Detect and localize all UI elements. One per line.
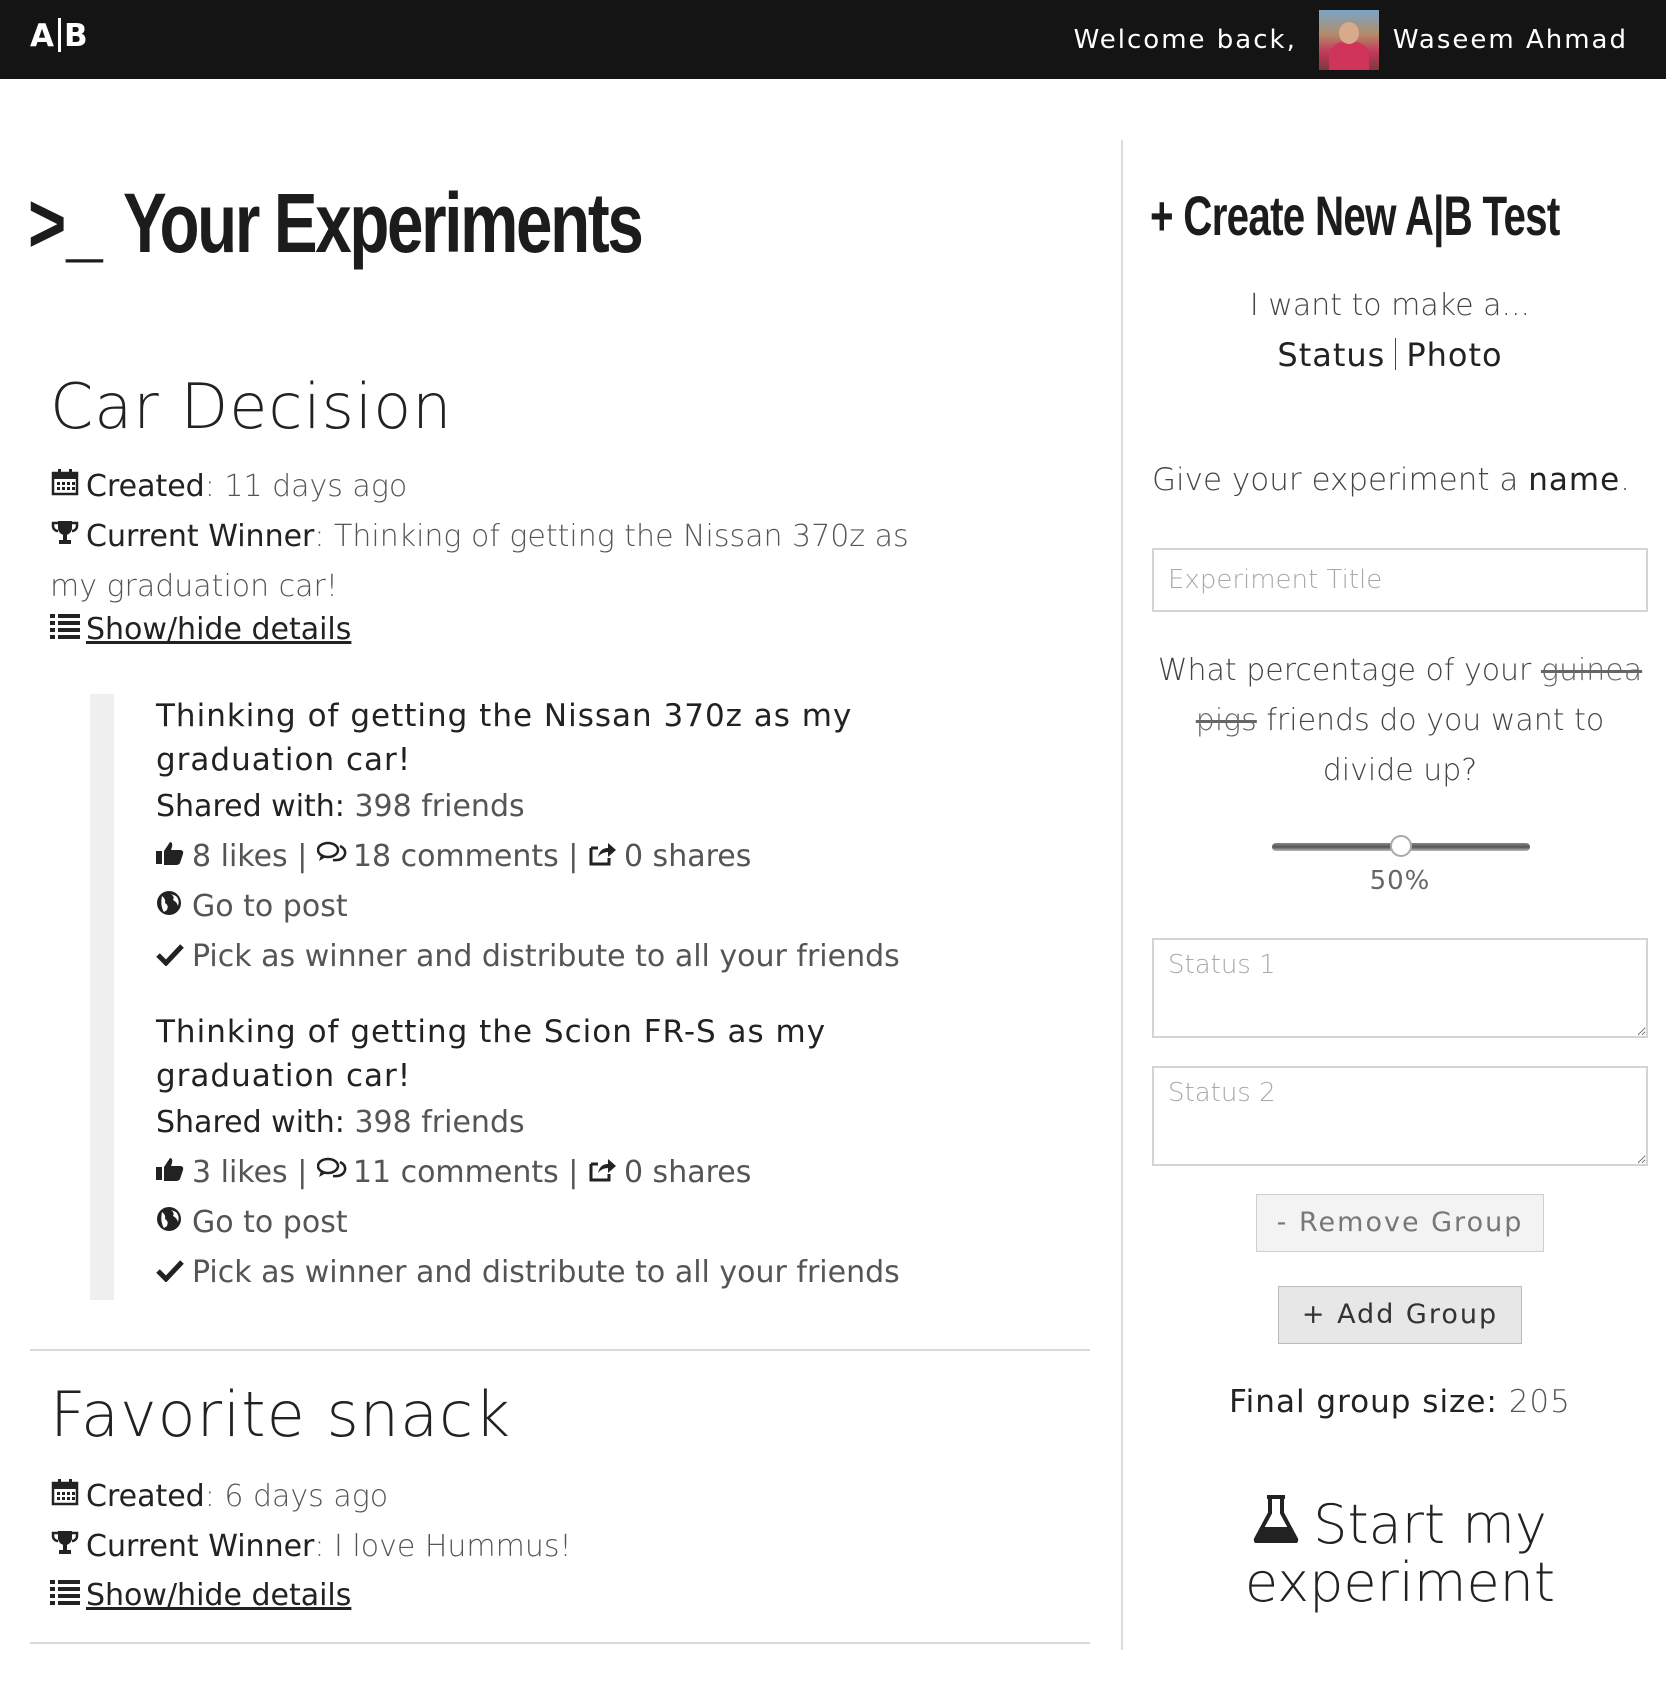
calendar-icon — [50, 468, 80, 504]
user-avatar[interactable] — [1319, 10, 1379, 70]
created-value: : 6 days ago — [204, 1479, 389, 1514]
welcome-area — [1074, 13, 1628, 67]
app-logo[interactable] — [30, 18, 89, 54]
experiment-title: Car Decision — [50, 370, 453, 443]
pct-prompt-start: What percentage of your — [1157, 653, 1541, 688]
winner-value: : I love Hummus! — [314, 1529, 572, 1564]
create-test-title — [1150, 183, 1560, 248]
percentage-slider-thumb[interactable] — [1390, 835, 1412, 857]
percentage-slider-value: 50% — [1369, 866, 1431, 896]
pick-winner-text: Pick as winner and distribute to all your friends — [192, 939, 900, 974]
trophy-icon — [50, 1528, 80, 1564]
shares-count: 0 shares — [623, 839, 752, 874]
top-navbar — [0, 0, 1666, 79]
experiment-created — [50, 468, 407, 504]
final-group-size — [1152, 1384, 1648, 1420]
logo-letter-a: A — [30, 18, 55, 54]
variant-stats: 3 likes | 11 comments | 0 shares — [156, 1148, 956, 1198]
final-size-value: 205 — [1497, 1384, 1571, 1420]
globe-icon — [156, 1198, 186, 1248]
winner-label: Current Winner — [86, 519, 315, 554]
likes-count: 8 likes — [192, 839, 288, 874]
page-title — [28, 175, 641, 272]
experiment-title-input[interactable] — [1152, 548, 1648, 612]
variant-shared-with — [156, 782, 956, 832]
page-title-text: Your Experiments — [122, 176, 642, 270]
variant-item — [156, 694, 956, 982]
experiment-title: Favorite snack — [50, 1378, 512, 1451]
make-prompt: I want to make a... — [1249, 288, 1531, 323]
pct-prompt-end: friends do you want to divide up? — [1256, 703, 1605, 788]
logo-letter-b: B — [64, 18, 89, 54]
winner-value: : Thinking of getting the Nissan 370z as my graduation car! — [50, 519, 909, 604]
variant-title: Thinking of getting the Nissan 370z as my graduation car! — [156, 698, 853, 778]
name-prompt-emphasis: name — [1528, 462, 1621, 498]
show-hide-details-link[interactable]: Show/hide details — [86, 612, 352, 647]
created-label: Created — [86, 1479, 205, 1514]
variant-stats: 8 likes | 18 comments | 0 shares — [156, 832, 956, 882]
go-to-post-text: Go to post — [192, 1205, 348, 1240]
experiment-current-winner — [50, 1528, 572, 1564]
thumbs-up-icon — [156, 1148, 186, 1198]
list-icon — [50, 612, 80, 647]
type-photo-option[interactable]: Photo — [1406, 336, 1503, 374]
experiment-separator — [30, 1642, 1090, 1644]
check-icon — [156, 1248, 186, 1298]
start-experiment-button[interactable] — [1152, 1495, 1648, 1612]
create-test-title-text: Create New A|B Test — [1183, 184, 1560, 247]
calendar-icon — [50, 1478, 80, 1514]
status-2-textarea[interactable] — [1152, 1066, 1648, 1166]
name-prompt-end: . — [1620, 462, 1631, 498]
start-experiment-text: Start my experiment — [1244, 1493, 1556, 1614]
pick-winner-text: Pick as winner and distribute to all your friends — [192, 1255, 900, 1290]
list-icon — [50, 1578, 80, 1613]
variant-title: Thinking of getting the Scion FR-S as my graduation car! — [156, 1014, 827, 1094]
pick-winner-link[interactable] — [156, 932, 956, 982]
experiment-created — [50, 1478, 388, 1514]
pct-prompt-strike: guinea pigs — [1195, 653, 1643, 738]
likes-count: 3 likes — [192, 1155, 288, 1190]
check-icon — [156, 932, 186, 982]
trophy-icon — [50, 512, 80, 562]
created-label: Created — [86, 469, 205, 504]
share-icon — [588, 832, 618, 882]
globe-icon — [156, 882, 186, 932]
shared-label: Shared with: — [156, 1105, 345, 1140]
add-group-button[interactable]: + Add Group — [1278, 1286, 1522, 1344]
comments-icon — [317, 832, 347, 882]
shared-label: Shared with: — [156, 789, 345, 824]
type-status-option[interactable]: Status — [1277, 336, 1386, 374]
name-prompt-text: Give your experiment a — [1152, 462, 1529, 498]
shared-value: 398 friends — [344, 789, 525, 824]
go-to-post-link[interactable] — [156, 882, 956, 932]
comments-count: 11 comments — [352, 1155, 559, 1190]
shared-value: 398 friends — [344, 1105, 525, 1140]
created-value: : 11 days ago — [204, 469, 408, 504]
comments-count: 18 comments — [352, 839, 559, 874]
plus-icon: + — [1150, 184, 1184, 247]
welcome-text: Welcome back, — [1073, 25, 1297, 55]
flask-icon — [1253, 1495, 1299, 1554]
logo-divider — [58, 18, 61, 52]
comments-icon — [317, 1148, 347, 1198]
percentage-prompt — [1152, 646, 1648, 796]
avatar-shirt — [1329, 42, 1369, 70]
avatar-head — [1339, 22, 1359, 44]
variant-item — [156, 1010, 956, 1298]
go-to-post-link[interactable] — [156, 1198, 956, 1248]
post-type-selector — [1150, 336, 1630, 374]
share-icon — [588, 1148, 618, 1198]
name-prompt — [1152, 462, 1630, 498]
winner-label: Current Winner — [86, 1529, 315, 1564]
thumbs-up-icon — [156, 832, 186, 882]
shares-count: 0 shares — [623, 1155, 752, 1190]
final-size-label: Final group size: — [1229, 1384, 1498, 1420]
column-divider — [1121, 140, 1123, 1650]
experiment-current-winner — [50, 512, 930, 612]
show-hide-details-row — [50, 1578, 351, 1613]
show-hide-details-row — [50, 612, 351, 647]
pick-winner-link[interactable] — [156, 1248, 956, 1298]
variant-list — [90, 694, 1014, 1300]
variant-shared-with — [156, 1098, 956, 1148]
type-divider — [1395, 338, 1396, 370]
experiment-separator — [30, 1349, 1090, 1351]
status-1-textarea[interactable] — [1152, 938, 1648, 1038]
go-to-post-text: Go to post — [192, 889, 348, 924]
show-hide-details-link[interactable]: Show/hide details — [86, 1578, 352, 1613]
terminal-prompt-icon: >_ — [28, 176, 103, 270]
user-name[interactable]: Waseem Ahmad — [1392, 25, 1628, 55]
remove-group-button[interactable]: - Remove Group — [1256, 1194, 1544, 1252]
